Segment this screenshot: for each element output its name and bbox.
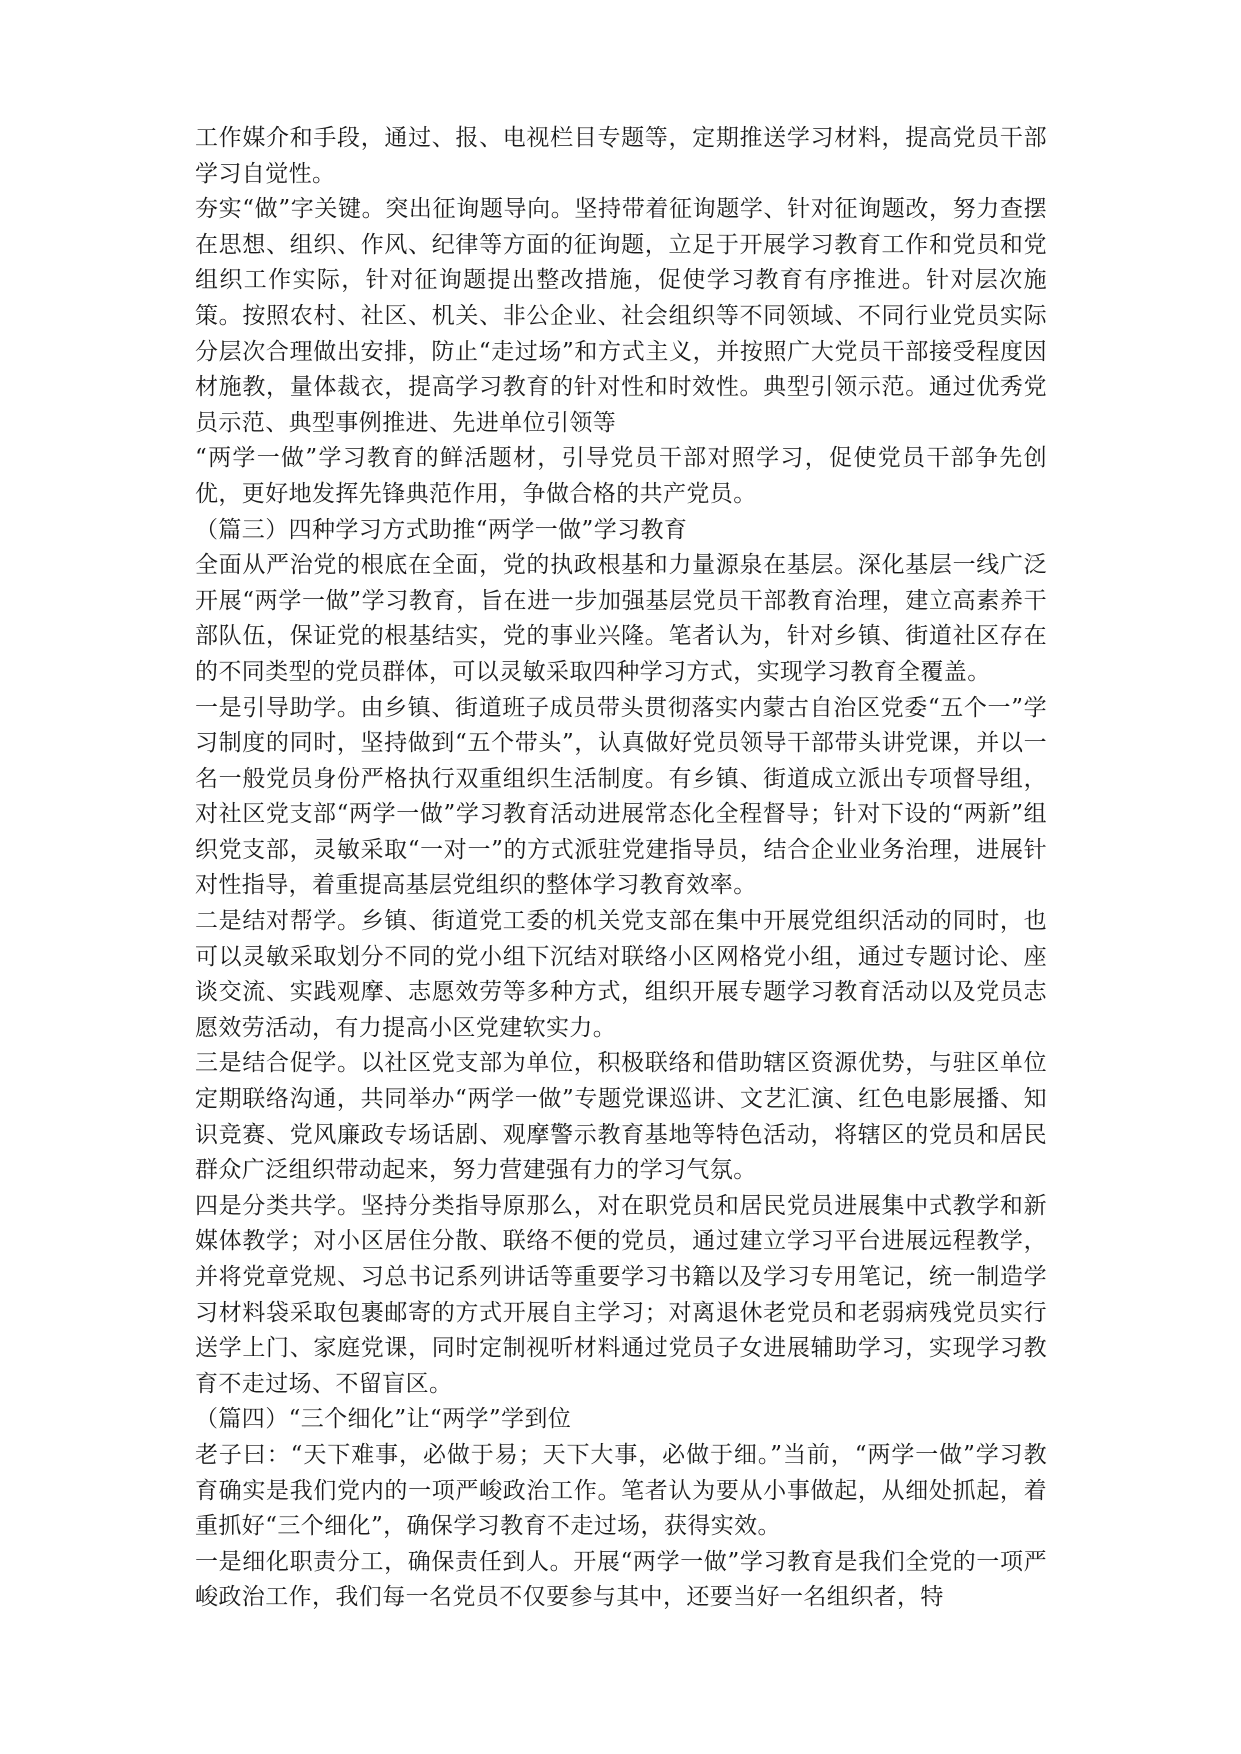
paragraph: “两学一做”学习教育的鲜活题材，引导党员干部对照学习，促使党员干部争先创优，更好地发挥先锋典范作用，争做合格的共产党员。	[195, 445, 1047, 507]
paragraph: 一是细化职责分工，确保责任到人。开展“两学一做”学习教育是我们全党的一项严峻政治工作，我们每一名党员不仅要参与其中，还要当好一名组织者，特	[195, 1548, 1047, 1611]
paragraph: 二是结对帮学。乡镇、街道党工委的机关党支部在集中开展党组织活动的同时，也可以灵敏采取划分不同的党小组下沉结对联络小区网格党小组，通过专题讨论、座谈交流、实践观摩、志愿效劳等多种方式，组织开展专题学习教育活动以及党员志愿效劳活动，有力提高小区党建软实力。	[195, 908, 1047, 1041]
paragraph: 四是分类共学。坚持分类指导原那么，对在职党员和居民党员进展集中式教学和新媒体教学；对小区居住分散、联络不便的党员，通过建立学习平台进展远程教学，并将党章党规、习总书记系列讲话等重要学习书籍以及学习专用笔记，统一制造学习材料袋采取包裹邮寄的方式开展自主学习；对离退休老党员和老弱病残党员实行送学上门、家庭党课，同时定制视听材料通过党员子女进展辅助学习，实现学习教育不走过场、不留盲区。	[195, 1192, 1047, 1397]
paragraph: 一是引导助学。由乡镇、街道班子成员带头贯彻落实内蒙古自治区党委“五个一”学习制度的同时，坚持做到“五个带头”，认真做好党员领导干部带头讲党课，并以一名一般党员身份严格执行双重组织生活制度。有乡镇、街道成立派出专项督导组，对社区党支部“两学一做”学习教育活动进展常态化全程督导；针对下设的“两新”组织党支部，灵敏采取“一对一”的方式派驻党建指导员，结合企业业务治理，进展针对性指导，着重提高基层党组织的整体学习教育效率。	[195, 694, 1047, 899]
paragraph: 三是结合促学。以社区党支部为单位，积极联络和借助辖区资源优势，与驻区单位定期联络沟通，共同举办“两学一做”专题党课巡讲、文艺汇演、红色电影展播、知识竞赛、党风廉政专场话剧、观摩警示教育基地等特色活动，将辖区的党员和居民群众广泛组织带动起来，努力营建强有力的学习气氛。	[195, 1050, 1047, 1184]
paragraph: 全面从严治党的根底在全面，党的执政根基和力量源泉在基层。深化基层一线广泛开展“两学一做”学习教育，旨在进一步加强基层党员干部教育治理，建立高素养干部队伍，保证党的根基结实，党的事业兴隆。笔者认为，针对乡镇、街道社区存在的不同类型的党员群体，可以灵敏采取四种学习方式，实现学习教育全覆盖。	[195, 552, 1047, 685]
paragraph: 夯实“做”字关键。突出征询题导向。坚持带着征询题学、针对征询题改，努力查摆在思想、组织、作风、纪律等方面的征询题，立足于开展学习教育工作和党员和党组织工作实际，针对征询题提出整改措施，促使学习教育有序推进。针对层次施策。按照农村、社区、机关、非公企业、社会组织等不同领域、不同行业党员实际分层次合理做出安排，防止“走过场”和方式主义，并按照广大党员干部接受程度因材施教，量体裁衣，提高学习教育的针对性和时效性。典型引领示范。通过优秀党员示范、典型事例推进、先进单位引领等	[195, 196, 1047, 436]
paragraph: 老子曰：“天下难事，必做于易；天下大事，必做于细。”当前，“两学一做”学习教育确实是我们党内的一项严峻政治工作。笔者认为要从小事做起，从细处抓起，着重抓好“三个细化”，确保学习教育不走过场，获得实效。	[195, 1441, 1047, 1540]
document-body	[195, 121, 1047, 1616]
paragraph: 工作媒介和手段，通过、报、电视栏目专题等，定期推送学习材料，提高党员干部学习自觉性。	[195, 125, 1047, 187]
section-heading: （篇三）四种学习方式助推“两学一做”学习教育	[195, 516, 688, 543]
section-heading: （篇四）“三个细化”让“两学”学到位	[195, 1406, 572, 1433]
